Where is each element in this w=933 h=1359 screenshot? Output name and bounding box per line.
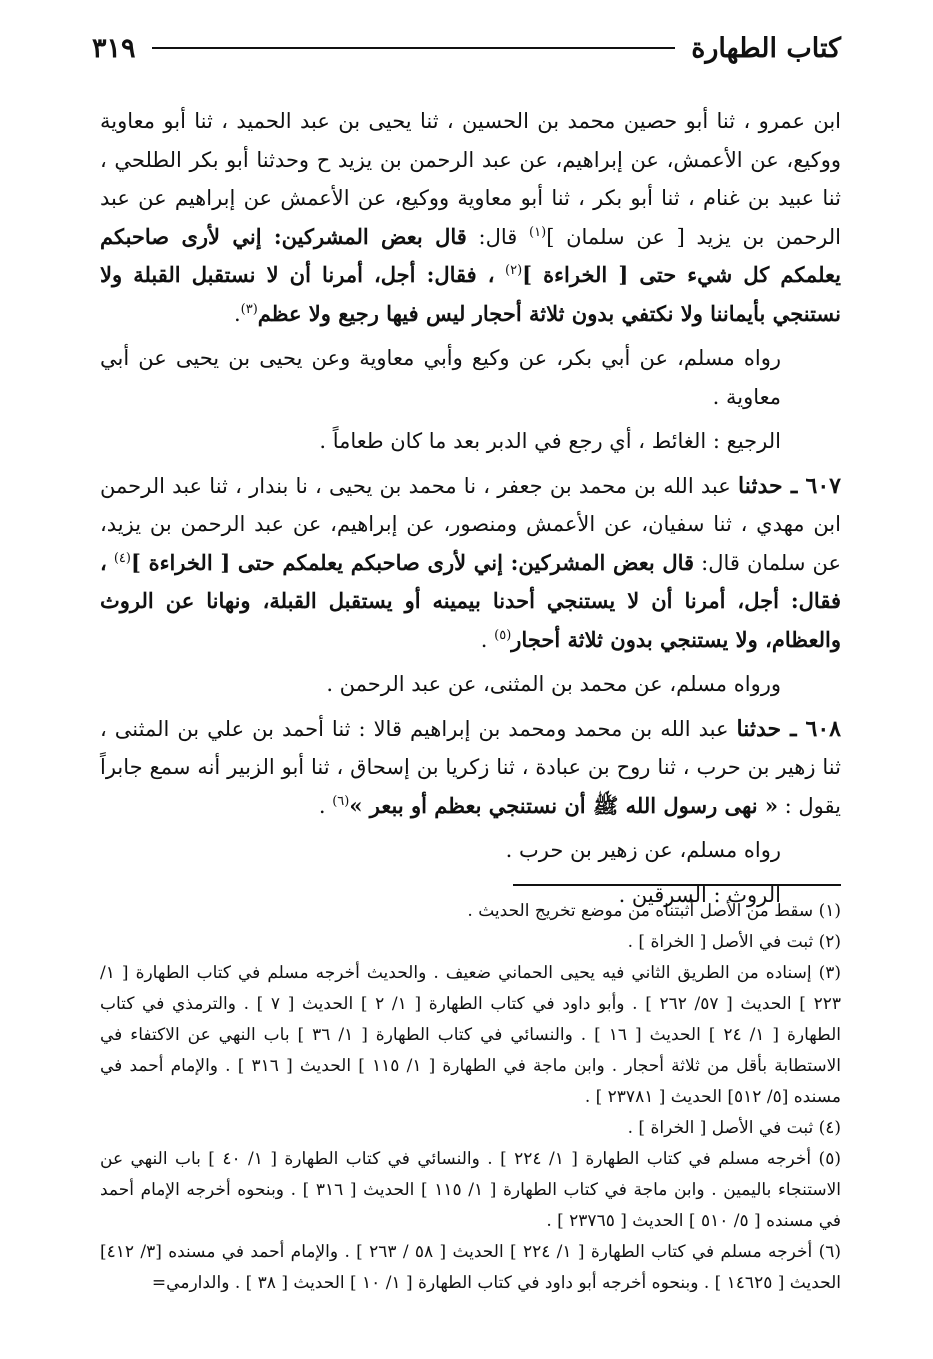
main-text [100,102,841,914]
footnote-ref-5: (٥) [494,627,512,643]
footnote-3: (٣) إسناده من الطريق الثاني فيه يحيى الحماني ضعيف . والحديث أخرجه مسلم في كتاب الطهارة [ ١/ ٢٢٣ ] الحديث [ ٥٧/ ٢٦٢ ] . وأبو داود في كتاب الطهارة [ ١/ ٢ ] الحديث [ ٧ ] . والترمذي في كتاب الطهارة [ ١/ ٢٤ ] الحديث [ ١٦ ] . والنسائي في كتاب الطهارة [ ١/ ٣٦ ] باب النهي عن الاكتفاء في الاستطابة بأقل من ثلاثة أحجار . وابن ماجة في الطهارة [ ١/ ١١٥ ] الحديث [ ٣١٦ ] . والإمام أحمد في مسنده [٥/ ٥١٢] الحديث [ ٢٣٧٨١ ] . [100,963,841,1107]
footnote-ref-1: (١) [529,224,547,240]
punct: . [233,301,241,326]
isnad-text: عبد الله بن محمد ومحمد بن إبراهيم قالا : ثنا أحمد بن علي بن المثنى ، ثنا زهير بن حرب ، ثنا روح بن عبادة ، ثنا زكريا بن إسحاق ، ثنا أبو الزبير أنه سمع جابراً يقول : [100,716,841,818]
punct: . [318,793,333,818]
footnote-ref-3: (٣) [240,301,258,317]
footnote-ref-4: (٤) [113,550,131,566]
footnote-1: (١) سقط من الأصل أثبتناه من موضع تخريج الحديث . [467,901,841,921]
chapter-title: كتاب الطهارة [691,32,841,64]
matn-text: قال بعض المشركين: إني لأرى صاحبكم يعلمكم كل شيء حتى [ الخراءة ] [100,223,841,287]
footnote-divider [513,884,841,886]
narration-note: رواه مسلم، عن أبي بكر، عن وكيع وأبي معاوية وعن يحيى بن يحيى عن أبي معاوية . [100,346,781,409]
qal-text: قال: [466,224,518,249]
paragraph-hadith-606-cont [100,102,841,333]
matn-text-cont: ، فقال: أجل، أمرنا أن لا نستقبل القبلة ولا نستنجي بأيماننا ولا نكتفي بدون ثلاثة أحجار ليس فيها رجيع ولا عظم [100,262,841,326]
footnote-ref-6: (٦) [332,793,350,809]
page-number: ٣١٩ [92,32,136,64]
narration-note: ورواه مسلم، عن محمد بن المثنى، عن عبد الرحمن . [326,672,781,696]
footnote-6: (٦) أخرجه مسلم في كتاب الطهارة [ ١/ ٢٢٤ ] الحديث [ ٥٨ / ٢٦٣ ] . والإمام أحمد في مسنده [٣/ ٤١٢] الحديث [ ١٤٦٢٥ ] . وبنحوه أخرجه أبو داود في كتاب الطهارة [ ١/ ١٠ ] الحديث [ ٣٨ ] . والدارمي= [100,1242,841,1293]
matn-text: قال بعض المشركين: إني لأرى صاحبكم يعلمكم حتى [ الخراءة ] [130,549,695,575]
footnote-4: (٤) ثبت في الأصل [ الخراة ] . [627,1118,841,1138]
header-rule [152,47,676,49]
matn-text-cont: ، فقال: أجل، أمرنا أن لا يستنجي أحدنا بيمينه أو يستقبل القبلة، ونهانا عن الروث والعظام، ولا يستنجي بدون ثلاثة أحجار [100,549,841,652]
narration-note: رواه مسلم، عن زهير بن حرب . [505,838,781,862]
footnotes [100,896,841,1299]
footnote-5: (٥) أخرجه مسلم في كتاب الطهارة [ ١/ ٢٢٤ ] . والنسائي في كتاب الطهارة [ ١/ ٤٠ ] باب النهي عن الاستنجاء باليمين . وابن ماجة في كتاب الطهارة [ ١/ ١١٥ ] الحديث [ ٣١٦ ] . وبنحوه أخرجه الإمام أحمد في مسنده [ ٥/ ٥١٠ ] الحديث [ ٢٣٧٦٥ ] . [100,1149,842,1231]
punct: . [480,627,495,652]
isnad-text: عبد الله بن محمد بن جعفر ، نا محمد بن يحيى ، نا بندار ، ثنا عبد الرحمن ابن مهدي ، ثنا سفيان، عن الأعمش ومنصور، عن إبراهيم، عن عبد الرحمن بن يزيد، عن سلمان قال: [100,473,842,575]
footnote-ref-2: (٢) [505,263,523,278]
gloss-rajee: الرجيع : الغائط ، أي رجع في الدبر بعد ما كان طعاماً . [319,429,781,453]
gloss-rawth: الروث : السرقين . [618,882,781,907]
paragraph-hadith-608 [100,710,841,826]
footnote-2: (٢) ثبت في الأصل [ الخراة ] . [627,932,841,952]
page-header [92,28,841,68]
isnad-text: ابن عمرو ، ثنا أبو حصين محمد بن الحسين ، ثنا يحيى بن عبد الحميد ، ثنا أبو معاوية ووكيع، عن الأعمش، عن إبراهيم، عن عبد الرحمن بن يزيد ح وحدثنا أبو بكر الطلحي ، ثنا عبيد بن غنام ، ثنا أبو بكر ، ثنا أبو معاوية ووكيع، عن الأعمش عن إبراهيم عن عبد الرحمن بن يزيد [ عن سلمان ] [100,109,841,249]
hadith-label-607: ٦٠٧ ـ حدثنا [738,472,841,499]
matn-text: « نهى رسول الله ﷺ أن نستنجي بعظم أو ببعر » [349,792,778,818]
paragraph-hadith-607 [100,467,841,660]
hadith-label-608: ٦٠٨ ـ حدثنا [736,715,841,742]
